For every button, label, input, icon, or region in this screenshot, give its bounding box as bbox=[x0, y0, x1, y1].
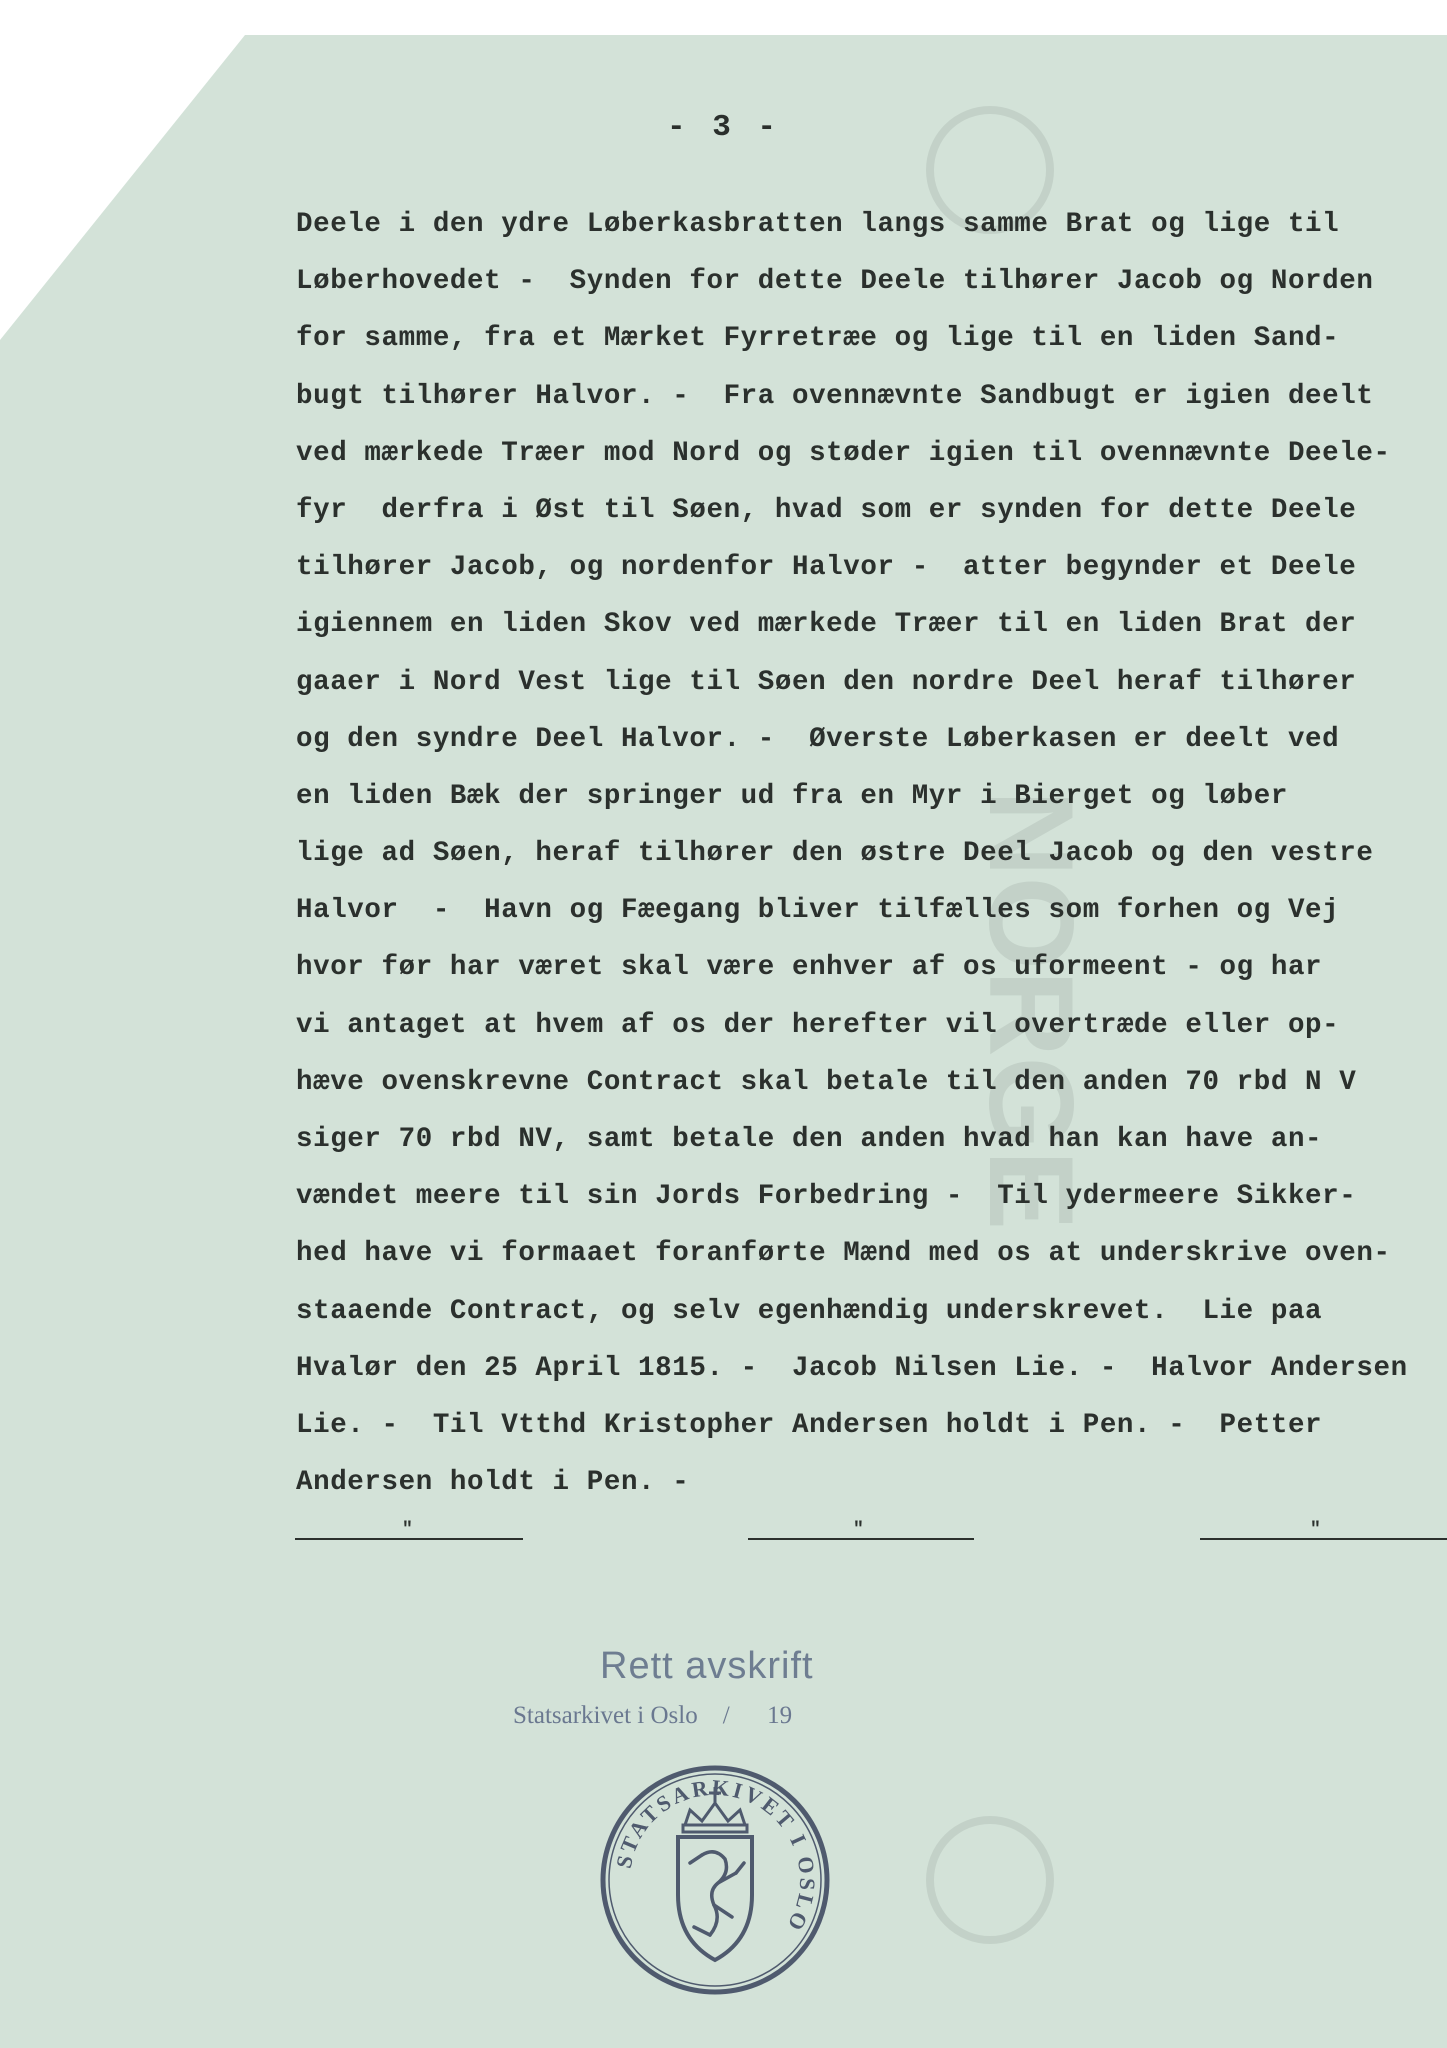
text-line: vændet meere til sin Jords Forbedring - Til ydermeere Sikker- bbox=[296, 1181, 1357, 1213]
text-line: staaende Contract, og selv egenhændig underskrevet. Lie paa bbox=[296, 1295, 1323, 1327]
text-line: og den syndre Deel Halvor. - Øverste Løberkasen er deelt ved bbox=[296, 723, 1340, 755]
text-line: Deele i den ydre Løberkasbratten langs samme Brat og lige til bbox=[296, 209, 1340, 240]
signature-mark-1: " bbox=[402, 1520, 413, 1540]
stamp-title: Rett avskrift bbox=[600, 1645, 814, 1687]
signature-mark-3: " bbox=[1310, 1520, 1321, 1540]
document-body bbox=[296, 196, 1447, 1511]
text-line: vi antaget at hvem af os der herefter vil overtræde eller op- bbox=[296, 1009, 1340, 1041]
text-line: Lie. - Til Vtthd Kristopher Andersen holdt i Pen. - Petter bbox=[296, 1409, 1323, 1441]
text-line: fyr derfra i Øst til Søen, hvad som er synden for dette Deele bbox=[296, 494, 1357, 526]
text-line: lige ad Søen, heraf tilhører den østre Deel Jacob og den vestre bbox=[296, 838, 1374, 870]
text-line: Halvor - Havn og Fæegang bliver tilfælles som forhen og Vej bbox=[296, 895, 1340, 927]
text-line: for samme, fra et Mærket Fyrretræe og lige til en liden Sand- bbox=[296, 323, 1340, 355]
archive-seal-icon bbox=[590, 1755, 840, 2005]
text-line: Hvalør den 25 April 1815. - Jacob Nilsen Lie. - Halvor Andersen bbox=[296, 1352, 1408, 1384]
signature-mark-2: " bbox=[853, 1520, 864, 1540]
text-line: hæve ovenskrevne Contract skal betale til den anden 70 rbd N V bbox=[296, 1066, 1357, 1098]
text-line: Løberhovedet - Synden for dette Deele tilhører Jacob og Norden bbox=[296, 266, 1374, 298]
text-line: hed have vi formaaet foranførte Mænd med os at underskrive oven- bbox=[296, 1238, 1391, 1270]
text-line: bugt tilhører Halvor. - Fra ovennævnte Sandbugt er igien deelt bbox=[296, 380, 1374, 412]
seal-text: STATSARKIVET I OSLO bbox=[610, 1774, 821, 1938]
text-line: gaaer i Nord Vest lige til Søen den nordre Deel heraf tilhører bbox=[296, 666, 1357, 698]
text-line: siger 70 rbd NV, samt betale den anden hvad han kan have an- bbox=[296, 1124, 1323, 1155]
watermark-text: NORGE bbox=[964, 789, 1098, 1231]
text-line: en liden Bæk der springer ud fra en Myr i Bierget og løber bbox=[296, 780, 1288, 812]
text-line: Andersen holdt i Pen. - bbox=[296, 1467, 690, 1499]
text-line: igiennem en liden Skov ved mærkede Træer til en liden Brat der bbox=[296, 609, 1357, 641]
page-number: - 3 - bbox=[666, 110, 780, 145]
signature-line-3 bbox=[1200, 1538, 1447, 1540]
text-line: hvor før har været skal være enhver af os uformeent - og har bbox=[296, 952, 1323, 984]
text-line: tilhører Jacob, og nordenfor Halvor - atter begynder et Deele bbox=[296, 552, 1357, 584]
text-line: ved mærkede Træer mod Nord og støder igien til ovennævnte Deele- bbox=[296, 437, 1391, 469]
stamp-subtitle: Statsarkivet i Oslo / 19 bbox=[513, 1702, 793, 1729]
